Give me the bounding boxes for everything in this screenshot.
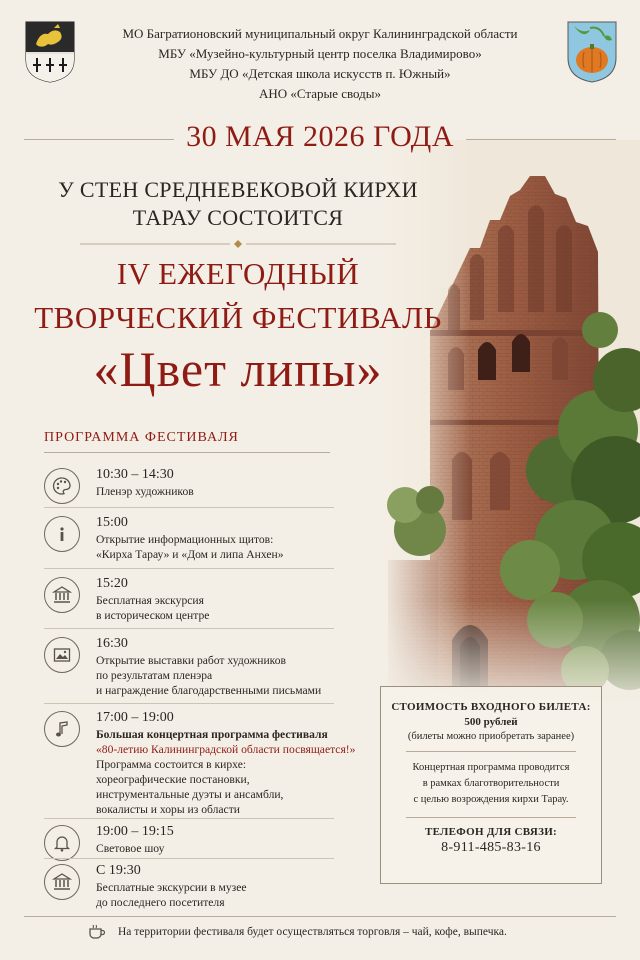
ticket-note: (билеты можно приобретать заранее)	[407, 731, 575, 742]
program-line: до последнего посетителя	[96, 896, 225, 909]
organizer-line: МБУ «Музейно-культурный центр поселка Владимирово»	[158, 46, 482, 61]
museum-icon	[44, 577, 80, 613]
music-note-icon	[44, 711, 80, 747]
intro-line: ТАРАУ СОСТОИТСЯ	[132, 205, 344, 230]
coffee-cup-icon	[88, 924, 106, 940]
program-title-rule	[44, 452, 330, 453]
program-time: 10:30 – 14:30	[96, 467, 174, 482]
footer-rule	[24, 916, 616, 917]
item-divider	[44, 703, 334, 704]
organizer-line: МБУ ДО «Детская школа искусств п. Южный»	[189, 66, 451, 81]
program-line: в историческом центре	[96, 609, 210, 622]
program-line: Открытие выставки работ художников	[96, 654, 286, 667]
organizer-line: МО Багратионовский муниципальный округ Калининградской области	[122, 26, 518, 41]
program-line: по результатам пленэра	[96, 669, 213, 682]
organizer-line: АНО «Старые своды»	[258, 86, 382, 101]
bagrationovsk-coat-of-arms-icon	[24, 20, 76, 84]
program-time: 15:20	[96, 576, 128, 591]
phone-number[interactable]: 8-911-485-83-16	[441, 840, 541, 855]
program-line: «80-летию Калининградской области посвящается!»	[96, 743, 356, 756]
picture-icon	[44, 637, 80, 673]
organizers-list	[90, 24, 550, 104]
program-line: Световое шоу	[96, 842, 165, 855]
program-line: Бесплатные экскурсии в музее	[96, 881, 247, 894]
program-line: и награждение благодарственными письмами	[96, 684, 322, 697]
program-time: С 19:30	[96, 863, 141, 878]
info-icon	[44, 516, 80, 552]
vladimirovo-coat-of-arms-icon	[566, 20, 618, 84]
program-time: 15:00	[96, 515, 128, 530]
program-time: 17:00 – 19:00	[96, 710, 174, 725]
charity-line: в рамках благотворительности	[422, 778, 560, 789]
ticket-title: СТОИМОСТЬ ВХОДНОГО БИЛЕТА:	[391, 701, 591, 713]
festival-name: «Цвет липы»	[93, 341, 383, 397]
museum-icon	[44, 864, 80, 900]
item-divider	[44, 818, 334, 819]
program-title: ПРОГРАММА ФЕСТИВАЛЯ	[44, 430, 239, 445]
program-time: 16:30	[96, 636, 128, 651]
charity-line: Концертная программа проводится	[412, 762, 570, 773]
intro-text	[0, 176, 476, 232]
item-divider	[44, 568, 334, 569]
ticket-divider	[406, 751, 576, 752]
program-line: хореографические постановки,	[96, 773, 250, 786]
ticket-price: 500 рублей	[464, 716, 518, 728]
charity-line: с целью возрождения кирхи Тарау.	[413, 794, 569, 805]
program-time: 19:00 – 19:15	[96, 824, 174, 839]
festival-edition: IV ЕЖЕГОДНЫЙ	[116, 256, 360, 291]
item-divider	[44, 628, 334, 629]
footer-text: На территории фестиваля будет осуществляться торговля – чай, кофе, выпечка.	[118, 926, 507, 938]
ticket-info-box	[380, 686, 602, 884]
program-line: Большая концертная программа фестиваля	[96, 728, 328, 741]
ornament-divider	[80, 240, 396, 248]
program-line: «Кирха Тарау» и «Дом и липа Анхен»	[96, 548, 284, 561]
program-line: Открытие информационных щитов:	[96, 533, 274, 546]
item-divider	[44, 858, 334, 859]
phone-label: ТЕЛЕФОН ДЛЯ СВЯЗИ:	[424, 826, 558, 838]
event-date: 30 МАЯ 2026 ГОДА	[186, 120, 454, 153]
program-line: вокалисты и хоры из области	[96, 803, 240, 816]
program-line: Бесплатная экскурсия	[96, 594, 204, 607]
bell-icon	[44, 825, 80, 861]
item-divider	[44, 507, 334, 508]
program-line: Пленэр художников	[96, 485, 194, 498]
ticket-divider	[406, 817, 576, 818]
program-line: инструментальные дуэты и ансамбли,	[96, 788, 284, 801]
intro-line: У СТЕН СРЕДНЕВЕКОВОЙ КИРХИ	[58, 177, 418, 202]
palette-icon	[44, 468, 80, 504]
festival-type: ТВОРЧЕСКИЙ ФЕСТИВАЛЬ	[34, 300, 442, 335]
program-line: Программа состоится в кирхе:	[96, 758, 247, 771]
